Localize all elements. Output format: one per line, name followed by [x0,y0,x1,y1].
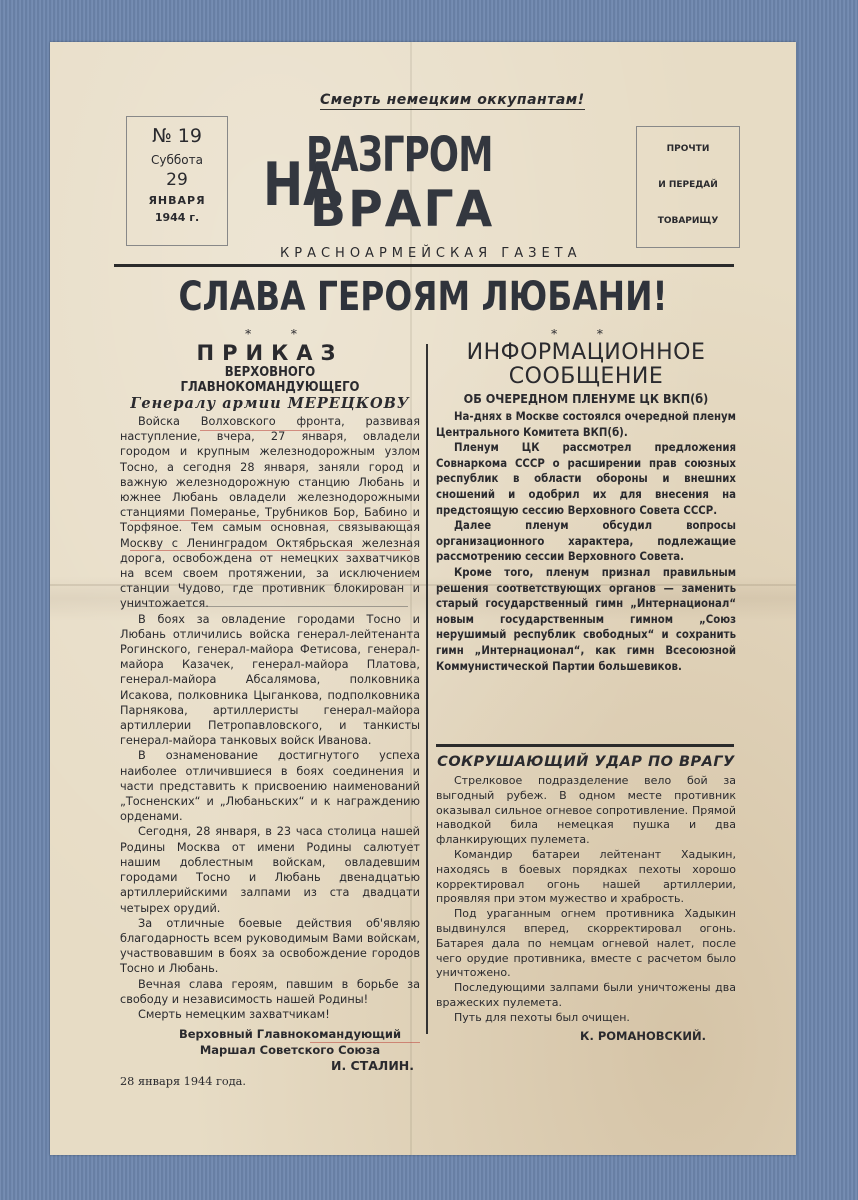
issue-day: 29 [166,170,188,190]
masthead-subtitle: КРАСНОАРМЕЙСКАЯ ГАЗЕТА [280,246,582,261]
decorative-stars: * * [245,327,315,341]
order-date: 28 января 1944 года. [120,1075,247,1089]
read-box-line: И ПЕРЕДАЙ [658,180,718,190]
header-slogan: Смерть немецким оккупантам! [320,92,585,108]
order-paragraph: В боях за овладение городами Тосно и Любань отличились войска генерал-лейтенанта Рогинского, генерал-майора Фетисова, генерал-майора Казачек, генерал-майора Платова, генерал-майора Абсалямова, полковника Исакова, полковника Цыганкова, подполковника Парнякова, артиллеристы генерал-майора артиллерии Петропавловского, и танкисты генерал-майора танковых войск Иванова. [120,612,420,748]
strike-paragraph: Командир батареи лейтенант Хадыкин, находясь в боевых порядках пехоты хорошо корректировал огонь нашей артиллерии, проявляя при этом мужество и храбрость. [436,847,736,906]
info-paragraph: Кроме того, пленум признал правильным решения соответствующих органов — заменить старый государственный гимн „Интернационал“ новым государственным гимном „Союз нерушимый республик свободных“ и сохранить гимн „Интернационал“, как гимн Всесоюзной Коммунистической Партии большевиков. [436,565,736,673]
issue-date-box [126,116,228,246]
strike-paragraph: Под ураганным огнем противника Хадыкин выдвинулся вперед, скорректировал огонь. Батарея дала по немцам огневой налет, после чего орудие противника, вместе с расчетом было уничтожено. [436,907,736,980]
order-paragraph: Вечная слава героям, павшим в борьбе за свободу и независимость нашей Родины! [120,977,420,1006]
read-and-pass-box [636,126,740,248]
masthead [258,128,608,246]
order-title: ПРИКАЗ [196,341,344,365]
pencil-underline [130,550,410,551]
strike-paragraph: Путь для пехоты был очищен. [454,1010,630,1024]
read-box-line: ТОВАРИЩУ [657,216,719,226]
pencil-underline [128,606,408,607]
info-title-line-1: ИНФОРМАЦИОННОЕ [466,340,706,365]
issue-month: ЯНВАРЯ [148,194,206,207]
order-paragraph: Войска Волховского фронта, развивая наступление, вчера, 27 января, овладели городом и крупным железнодорожным узлом Тосно, а сегодня 28 января, заняли город и важную железнодорожную станцию Любань и южнее Любань овладели железнодорожными станциями Померанье, Трубников Бор, Бабино и Торфяное. Тем самым основная, связывающая Москву с Ленинградом Октябрьская железная дорога, освобождена от немецких захватчиков на всем своем протяжении, за исключением станции Чудово, где противник блокирован и уничтожается. [120,415,420,611]
masthead-na: НА [263,150,341,220]
strike-body [436,774,736,1026]
order-subtitle: ВЕРХОВНОГО ГЛАВНОКОМАНДУЮЩЕГО [180,365,360,395]
info-paragraph: Далее пленум обсудил вопросы организационного характера, подлежащие рассмотрению сессии Верховного Совета. [436,519,736,564]
signature-name: И. СТАЛИН. [331,1058,414,1074]
info-body [436,409,736,674]
strike-title: СОКРУШАЮЩИЙ УДАР ПО ВРАГУ [437,754,735,770]
pencil-underline [130,520,410,521]
order-body [120,414,420,1022]
signature-title-1: Верховный Главнокомандующий [178,1027,402,1042]
info-paragraph: Пленум ЦК рассмотрел предложения Совнаркома СССР о расширении прав союзных республик в области обороны и внешних сношений и одобрил их для внесения на предстоящую сессию Верховного Совета СССР. [436,441,736,517]
issue-day-of-week: Суббота [151,153,203,167]
strike-author: К. РОМАНОВСКИЙ. [580,1028,706,1043]
info-subtitle: ОБ ОЧЕРЕДНОМ ПЛЕНУМЕ ЦК ВКП(б) [463,391,709,406]
signature-title-2: Маршал Советского Союза [199,1043,381,1058]
order-paragraph: В ознаменование достигнутого успеха наиболее отличившиеся в боях соединения и части представить к присвоению наименований „Тосненских“ и „Любаньских“ и к награждению орденами. [120,749,420,824]
decorative-stars: * * [551,327,621,341]
pencil-underline [310,1042,420,1043]
strike-article [436,754,736,1044]
column-divider [426,344,428,1034]
masthead-bottom-word: ВРАГА [310,180,495,238]
issue-number: № 19 [152,125,202,147]
header-rule [114,264,734,267]
info-paragraph: На-днях в Москве состоялся очередной пленум Центрального Комитета ВКП(б). [436,410,736,439]
order-paragraph: Смерть немецким захватчикам! [138,1007,330,1021]
order-paragraph: За отличные боевые действия об'являю благодарность всем руководимым Вами войскам, участвовавшим в боях за освобождение городов Тосно и Любань. [120,916,420,976]
info-title-line-2: СООБЩЕНИЕ [508,364,664,389]
strike-paragraph: Стрелковое подразделение вело бой за выгодный рубеж. В одном месте противник оказывал сильное огневое сопротивление. Прямой наводкой била немецкая пушка и два фланкирующих пулемета. [436,774,736,847]
info-article [436,327,736,674]
strike-paragraph: Последующими залпами были уничтожены два вражеских пулемета. [436,981,736,1009]
masthead-top-word: РАЗГРОМ [306,127,493,183]
read-box-line: ПРОЧТИ [666,144,710,154]
issue-year: 1944 г. [154,211,200,224]
main-headline: СЛАВА ГЕРОЯМ ЛЮБАНИ! [178,274,668,320]
order-addressee: Генералу армии МЕРЕЦКОВУ [130,395,410,412]
newspaper-page [50,42,796,1155]
order-article [120,327,420,1089]
order-paragraph: Сегодня, 28 января, в 23 часа столица нашей Родины Москва от имени Родины салютует нашим доблестным войскам, овладевшим городами Тосно и Любань двенадцатью артиллерийскими залпами из ста двадцати четырех орудий. [120,825,420,915]
pencil-underline [200,430,330,431]
section-rule [436,744,734,747]
